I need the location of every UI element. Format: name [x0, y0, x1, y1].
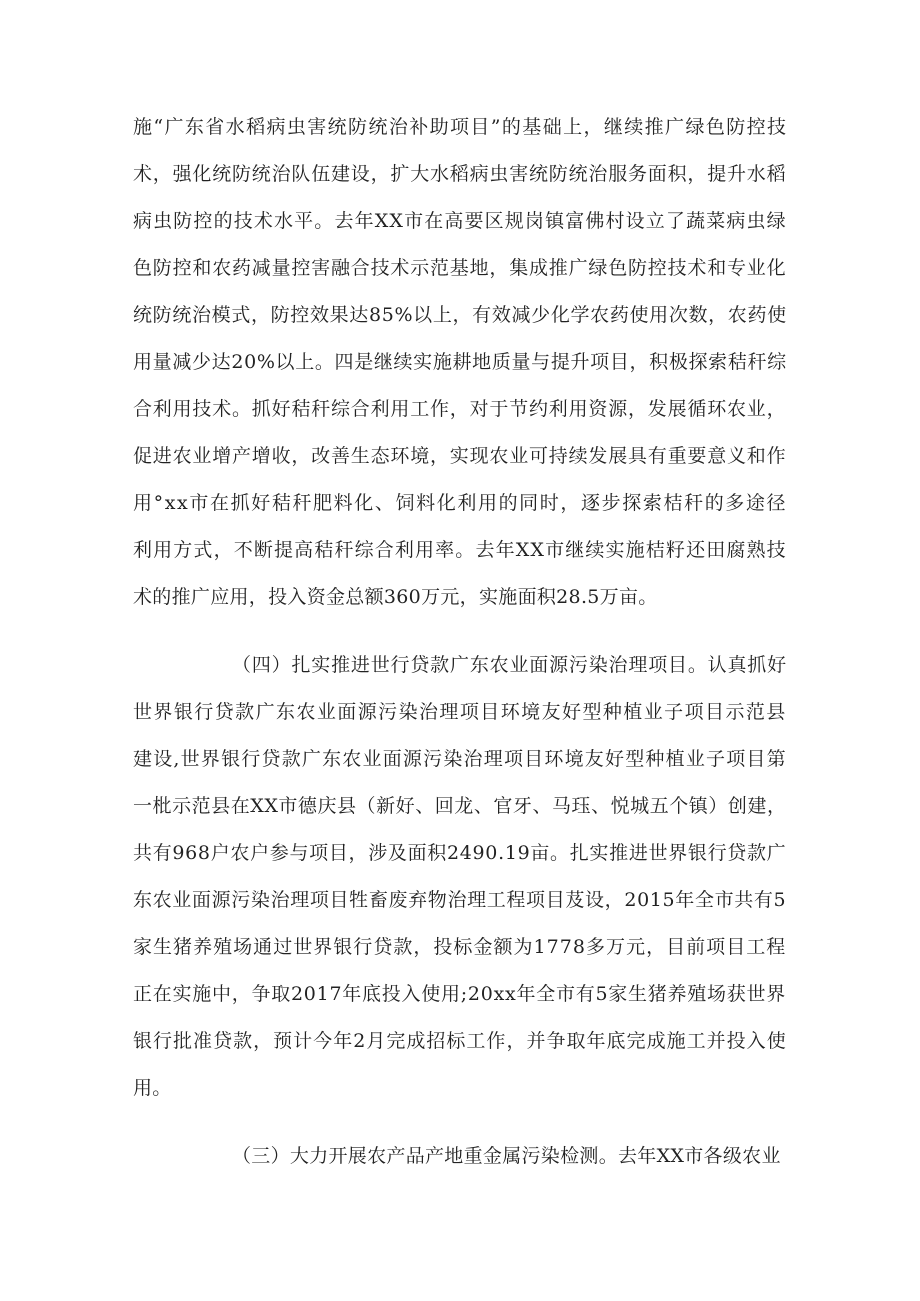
- text-line: 施“广东省水稻病虫害统防统治补助项目”的基础上，继续推广绿色防控技: [133, 116, 788, 138]
- text-line: 用。: [133, 1077, 172, 1099]
- text-line: 共有968户农户参与项目，涉及面积2490.19亩。扎实推进世界银行贷款广: [133, 842, 787, 864]
- text-line: 东农业面源污染治理项目牲畜废弃物治理工程项目芨设，2015年全市共有5: [133, 889, 787, 911]
- section-heading-line: （三）大力开展农产品产地重金属污染检测。去年XX市各级农业: [232, 1145, 781, 1167]
- text-line: 用°xx市在抓好秸秆肥料化、饲料化利用的同时，逐步探索桔秆的多途径: [133, 492, 788, 514]
- text-line: 利用方式，不断提高秸秆综合利用率。去年XX市继续实施桔籽还田腐熟技: [133, 539, 787, 561]
- text-line: 一枇示范县在XX市德庆县（新好、回龙、官牙、马珏、悦城五个镇）创建，: [133, 795, 787, 817]
- text-line: 用量减少达20%以上。四是继续实施耕地质量与提升项目，积极探索秸秆综: [133, 351, 787, 373]
- text-line: 病虫防控的技术水平。去年XX市在高要区规岗镇富佛村设立了蔬菜病虫绿: [133, 210, 787, 232]
- text-line: 促进农业增产增收，改善生态环境，实现农业可持续发展具有重要意义和作: [133, 445, 787, 467]
- text-line: 银行批准贷款，预计今年2月完成招标工作，并争取年底完成施工并投入使: [133, 1030, 787, 1052]
- text-line: 家生猪养殖场通过世界银行贷款，投标金额为1778多万元，目前项目工程: [133, 936, 787, 958]
- text-line: 色防控和农药减量控害融合技术示范基地，集成推广绿色防控技术和专业化: [133, 257, 787, 279]
- text-line: 建设,世界银行贷款广东农业面源污染治理项目环境友好型种植业子项目第: [133, 748, 787, 770]
- section-heading-line: （四）扎实推进世行贷款广东农业面源污染治理项目。认真抓好: [232, 654, 787, 676]
- text-line: 术的推广应用，投入资金总额360万元，实施面积28.5万亩。: [133, 586, 658, 608]
- text-line: 术，强化统防统治队伍建设，扩大水稻病虫害统防统治服务面积，提升水稻: [133, 163, 787, 185]
- text-line: 正在实施中，争取2017年底投入使用;20xx年全市有5家生猪养殖场获世界: [133, 983, 786, 1005]
- text-line: 统防统治模式，防控效果达85%以上，有效减少化学农药使用次数，农药使: [133, 304, 787, 326]
- text-line: 世界银行贷款广东农业面源污染治理项目环境友好型种植业子项目示范县: [133, 701, 787, 723]
- text-line: 合利用技术。抓好秸秆综合利用工作，对于节约利用资源，发展循环农业，: [133, 398, 787, 420]
